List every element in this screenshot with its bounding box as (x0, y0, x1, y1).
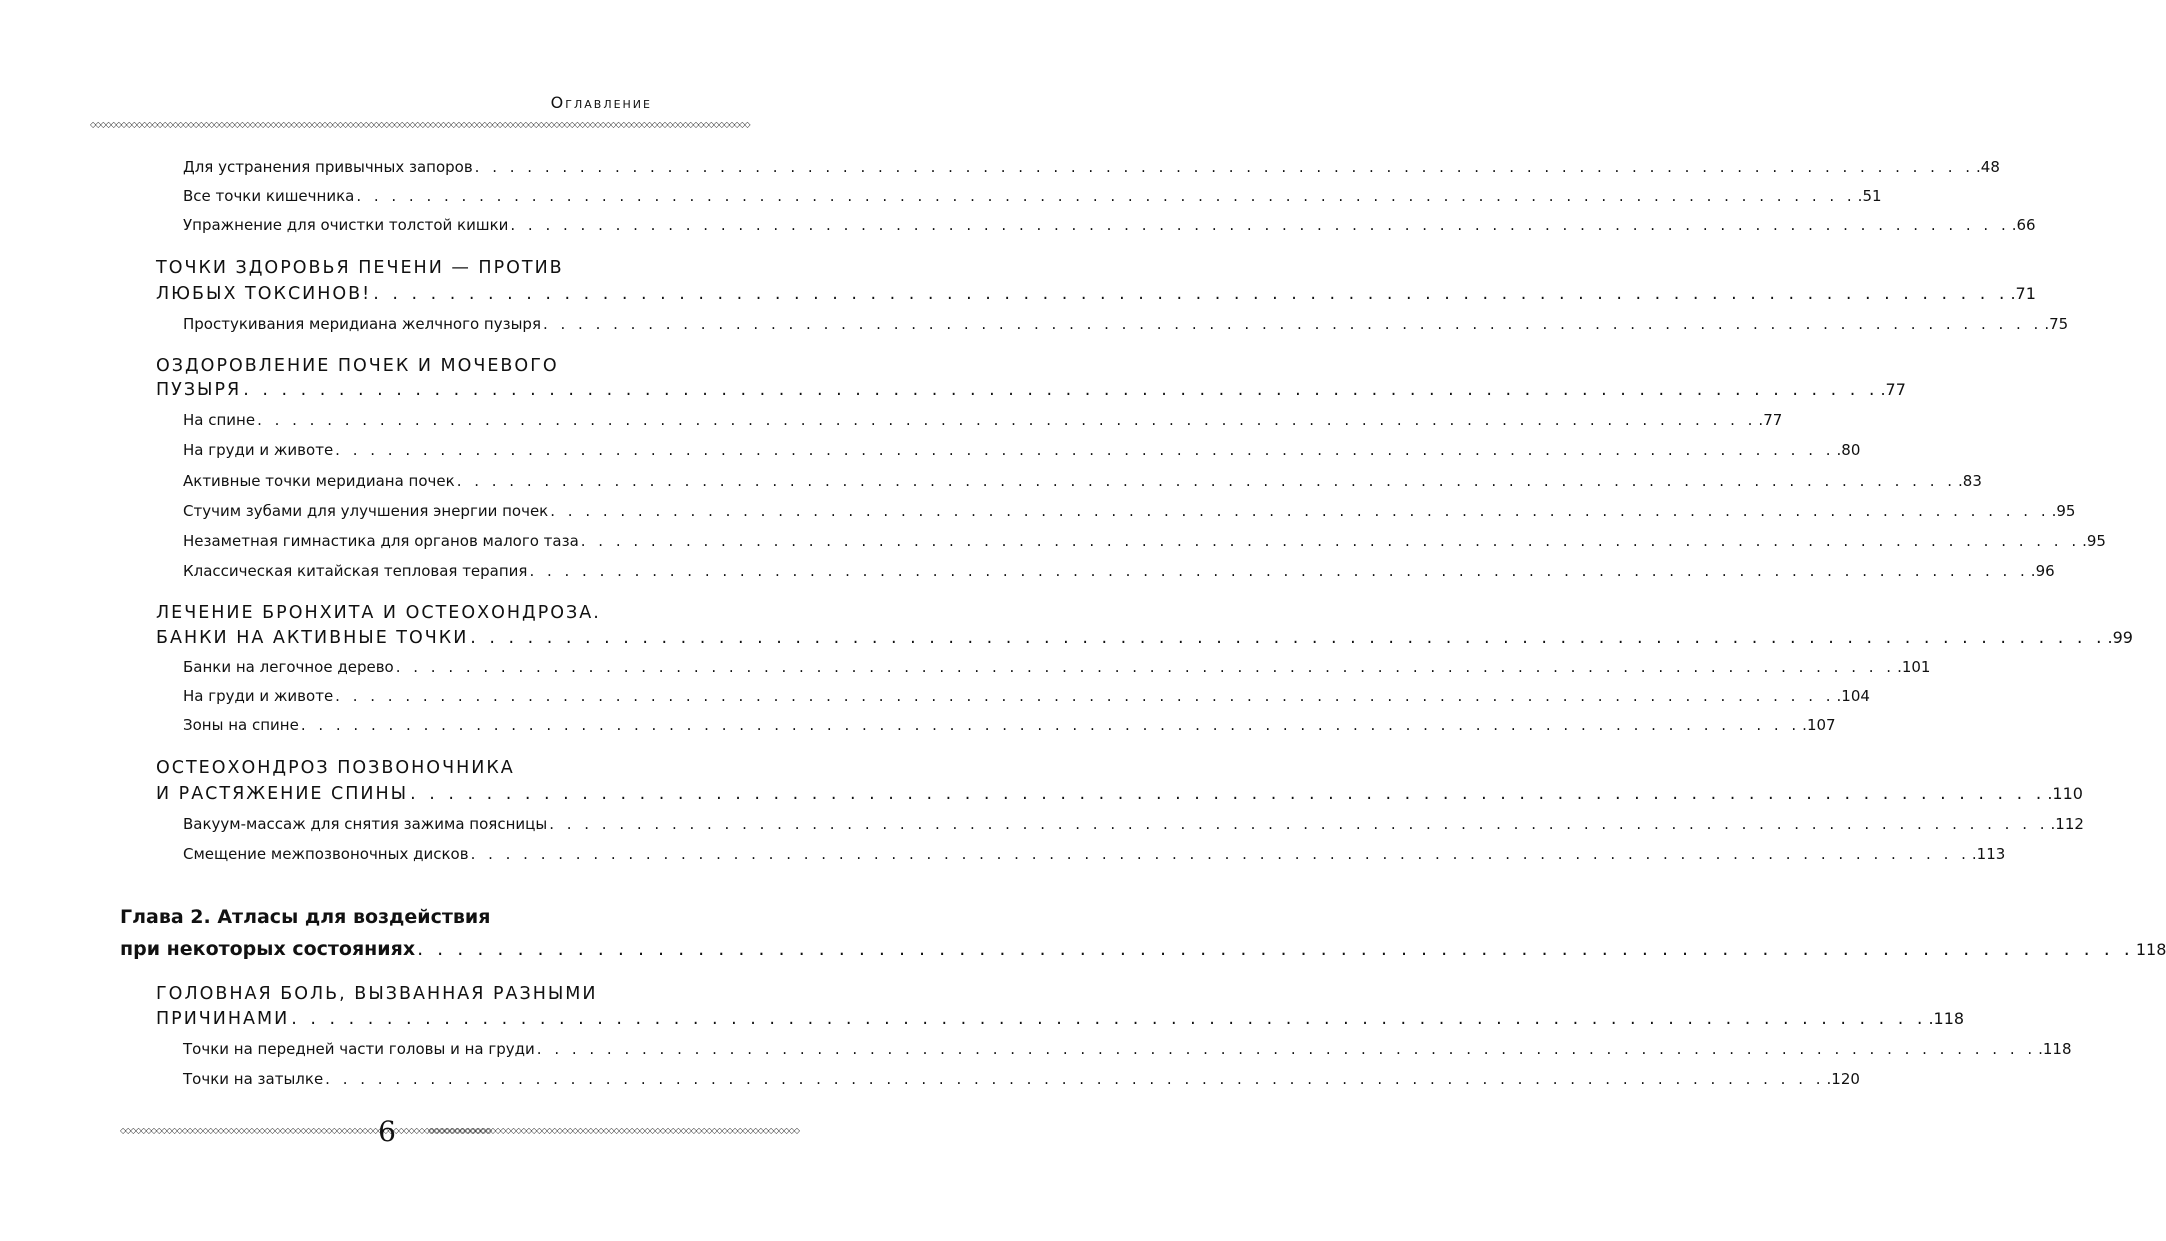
toc-entry-title: Активные точки меридиана почек (183, 472, 455, 490)
toc-entry-page: .96 (2030, 562, 2055, 580)
toc-entry-page: .48 (1976, 158, 2000, 176)
toc-entry-title: Смещение межпозвоночных дисков (183, 845, 469, 863)
header-ornament-rule: ◇◇◇◇◇◇◇◇◇◇◇◇◇◇◇◇◇◇◇◇◇◇◇◇◇◇◇◇◇◇◇◇◇◇◇◇◇◇◇◇◇◇◇◇◇◇◇◇◇◇◇◇◇◇◇◇◇◇◇◇◇◇◇◇◇◇◇◇◇◇◇◇◇◇◇◇◇◇◇◇◇◇◇◇◇◇◇◇◇◇◇◇◇◇◇◇◇◇◇◇◇◇◇◇◇◇◇◇◇◇◇◇◇◇◇◇◇◇◇◇◇◇◇◇◇◇◇◇ (90, 120, 750, 129)
toc-entry[interactable] (183, 411, 1783, 429)
toc-entry-title: при некоторых состояниях (120, 938, 416, 960)
toc-entry-page: .66 (2011, 216, 2036, 234)
toc-leader (549, 815, 2048, 833)
toc-entry-title: Точки на затылке (183, 1070, 324, 1088)
toc-section-heading-line: ГОЛОВНАЯ БОЛЬ, ВЫЗВАННАЯ РАЗНЫМИ (156, 984, 598, 1004)
toc-leader (543, 315, 2042, 333)
toc-entry[interactable] (183, 472, 1982, 490)
toc-entry[interactable] (183, 315, 2069, 333)
toc-section-entry[interactable] (156, 284, 2036, 304)
toc-entry-title: На груди и животе (183, 687, 334, 705)
toc-leader (529, 562, 2028, 580)
toc-leader (335, 441, 1834, 459)
toc-entry[interactable] (183, 1040, 2072, 1058)
toc-entry-title: Вакуум-массаж для снятия зажима поясницы (183, 815, 548, 833)
toc-entry[interactable] (183, 216, 2036, 234)
toc-leader (257, 411, 1756, 429)
toc-section-heading-line: ОСТЕОХОНДРОЗ ПОЗВОНОЧНИКА (156, 758, 515, 778)
toc-entry-page: .51 (1857, 187, 1882, 205)
toc-entry-page: .112 (2050, 815, 2084, 833)
toc-entry-page: .77 (1758, 411, 1783, 429)
toc-entry-page: 118 (2135, 940, 2166, 959)
toc-entry-title: И РАСТЯЖЕНИЕ СПИНЫ (156, 784, 409, 804)
toc-entry-page: .113 (1971, 845, 2006, 863)
toc-section-entry[interactable] (156, 784, 2083, 804)
toc-entry-page: .75 (2044, 315, 2069, 333)
toc-entry-title: Все точки кишечника (183, 187, 355, 205)
toc-entry-title: Классическая китайская тепловая терапия (183, 562, 528, 580)
toc-entry-page: .77 (1880, 380, 1906, 399)
toc-leader (475, 158, 1974, 176)
toc-entry-title: Для устранения привычных запоров (183, 158, 473, 176)
toc-entry-page: .104 (1836, 687, 1870, 705)
toc-entry-title: На спине (183, 411, 256, 429)
toc-entry[interactable] (183, 658, 1931, 676)
toc-entry-title: Зоны на спине (183, 716, 299, 734)
toc-entry-title: Банки на легочное дерево (183, 658, 394, 676)
toc-leader (410, 784, 2045, 804)
toc-leader (471, 845, 1970, 863)
toc-entry[interactable] (183, 687, 1870, 705)
toc-leader (457, 472, 1956, 490)
toc-entry-page: .71 (2010, 284, 2036, 303)
toc-leader (335, 687, 1834, 705)
toc-entry[interactable] (183, 158, 2000, 176)
toc-entry-title: На груди и животе (183, 441, 334, 459)
running-title: Оглавление (550, 93, 652, 112)
toc-leader (325, 1070, 1824, 1088)
toc-entry-title: Простукивания меридиана желчного пузыря (183, 315, 541, 333)
toc-entry-page: .95 (2051, 502, 2076, 520)
toc-entry-page: .118 (1928, 1009, 1965, 1028)
footer-ornament-rule-left: ◇◇◇◇◇◇◇◇◇◇◇◇◇◇◇◇◇◇◇◇◇◇◇◇◇◇◇◇◇◇◇◇◇◇◇◇◇◇◇◇◇◇◇◇◇◇◇◇◇◇◇◇◇◇◇◇◇◇◇◇◇◇◇◇◇◇◇◇◇◇◇◇ (120, 1126, 491, 1135)
toc-leader (243, 380, 1878, 400)
toc-entry-page: .107 (1802, 716, 1836, 734)
toc-entry-page: .95 (2082, 532, 2106, 550)
toc-leader (470, 628, 2105, 648)
toc-entry[interactable] (183, 532, 2106, 550)
toc-entry[interactable] (183, 815, 2084, 833)
toc-entry-page: .110 (2047, 784, 2083, 803)
toc-entry-title: ПУЗЫРЯ (156, 380, 242, 400)
toc-section-entry[interactable] (156, 1009, 1965, 1029)
toc-entry-title: ПРИЧИНАМИ (156, 1009, 290, 1029)
footer-ornament-rule-right: ◇◇◇◇◇◇◇◇◇◇◇◇◇◇◇◇◇◇◇◇◇◇◇◇◇◇◇◇◇◇◇◇◇◇◇◇◇◇◇◇◇◇◇◇◇◇◇◇◇◇◇◇◇◇◇◇◇◇◇◇◇◇◇◇◇◇◇◇◇◇◇◇ (428, 1126, 799, 1135)
toc-chapter-heading-line: Глава 2. Атласы для воздействия (120, 906, 491, 928)
toc-entry-page: .118 (2038, 1040, 2072, 1058)
toc-entry-page: .80 (1836, 441, 1861, 459)
toc-entry-page: .83 (1958, 472, 1982, 490)
toc-entry-title: Стучим зубами для улучшения энергии почек (183, 502, 549, 520)
toc-entry[interactable] (183, 502, 2076, 520)
toc-entry[interactable] (183, 1070, 1860, 1088)
toc-leader (417, 938, 2134, 960)
toc-entry[interactable] (183, 845, 2006, 863)
toc-leader (550, 502, 2049, 520)
toc-section-heading-line: ЛЕЧЕНИЕ БРОНХИТА И ОСТЕОХОНДРОЗА. (156, 603, 601, 623)
toc-entry[interactable] (183, 441, 1861, 459)
toc-entry-title: Незаметная гимнастика для органов малого таза (183, 532, 579, 550)
toc-entry-title: БАНКИ НА АКТИВНЫЕ ТОЧКИ (156, 628, 469, 648)
toc-entry[interactable] (183, 187, 1882, 205)
toc-leader (301, 716, 1800, 734)
toc-section-entry[interactable] (156, 628, 2133, 648)
toc-leader (581, 532, 2080, 550)
toc-leader (373, 284, 2008, 304)
toc-entry-title: ЛЮБЫХ ТОКСИНОВ! (156, 284, 372, 304)
toc-entry[interactable] (183, 562, 2055, 580)
toc-entry[interactable] (183, 716, 1836, 734)
toc-chapter-entry[interactable] (120, 938, 2166, 960)
toc-entry-page: .120 (1826, 1070, 1860, 1088)
toc-entry-page: .101 (1897, 658, 1931, 676)
toc-entry-title: Точки на передней части головы и на груди (183, 1040, 535, 1058)
toc-leader (356, 187, 1855, 205)
toc-section-heading-line: ТОЧКИ ЗДОРОВЬЯ ПЕЧЕНИ — ПРОТИВ (156, 258, 564, 278)
toc-leader (537, 1040, 2036, 1058)
page-number: 6 (378, 1115, 396, 1148)
toc-leader (510, 216, 2009, 234)
toc-leader (291, 1009, 1926, 1029)
toc-entry-title: Упражнение для очистки толстой кишки (183, 216, 509, 234)
toc-entry-page: .99 (2107, 628, 2133, 647)
toc-leader (396, 658, 1895, 676)
toc-section-heading-line: ОЗДОРОВЛЕНИЕ ПОЧЕК И МОЧЕВОГО (156, 356, 559, 376)
toc-section-entry[interactable] (156, 380, 1906, 400)
